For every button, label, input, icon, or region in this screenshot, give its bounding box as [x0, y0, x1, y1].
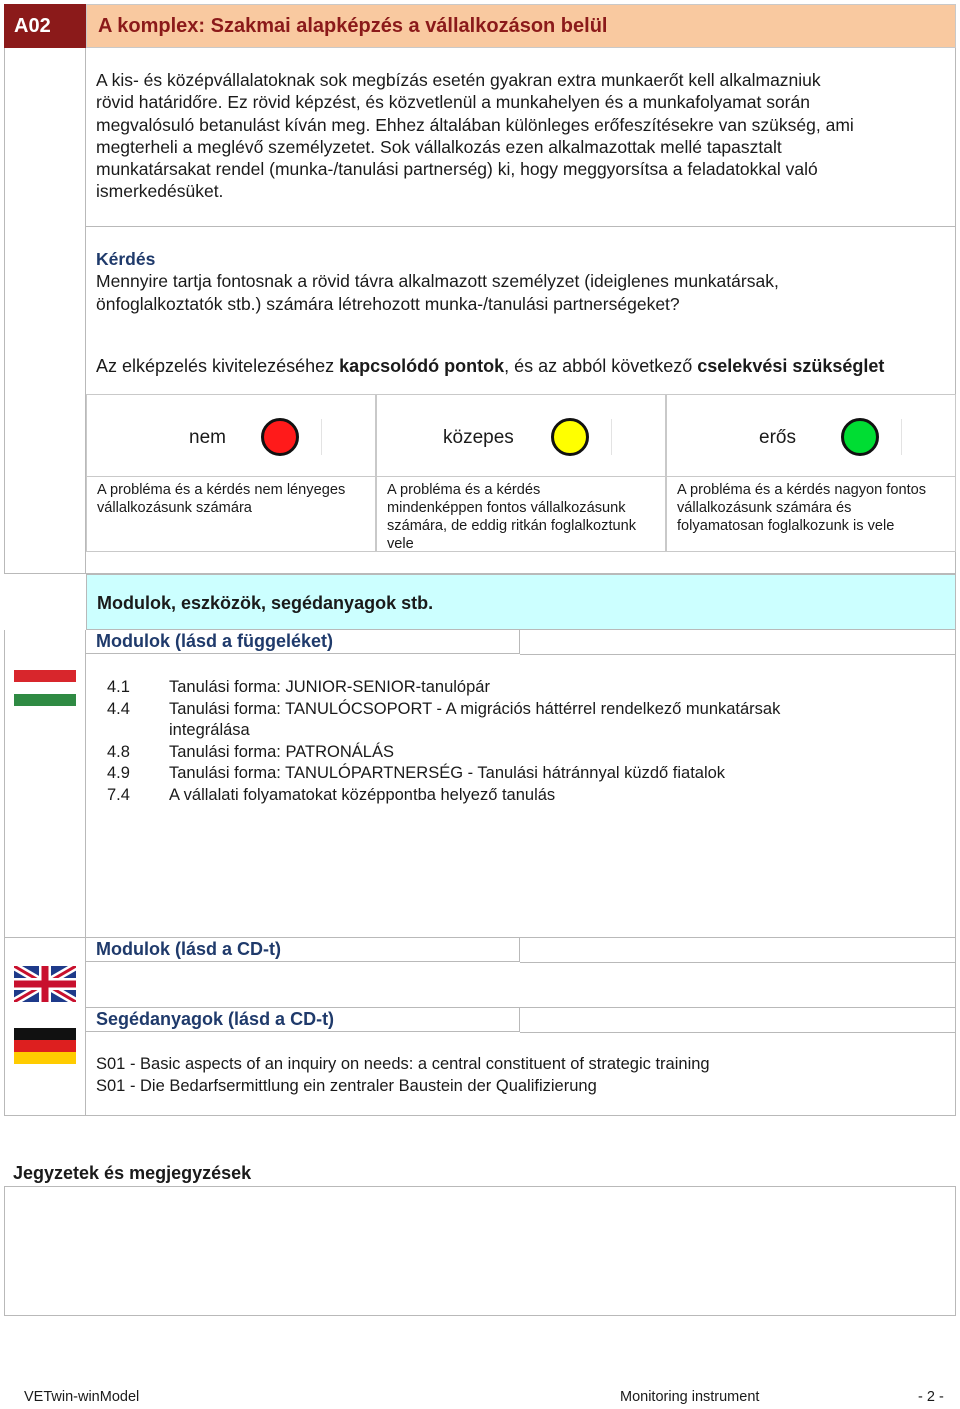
desc-line: vállalkozásunk számára: [97, 500, 252, 516]
modules-hu-title: Modulok (lásd a függeléket): [96, 631, 334, 651]
question-block: [96, 248, 956, 315]
item-text: Tanulási forma: TANULÓPARTNERSÉG - Tanulási hátránnyal küzdő fiatalok: [169, 764, 726, 782]
list-item[interactable]: [107, 677, 927, 699]
list-item[interactable]: S01 - Basic aspects of an inquiry on needs: a central constituent of strategic training: [96, 1055, 710, 1073]
rating-description: [387, 481, 657, 553]
connection-text: , és az abból következő: [504, 356, 698, 376]
connection-points: kapcsolódó pontok: [339, 356, 505, 376]
intro-line: megterheli a meglévő személyzetet. Sok vállalkozás ezen alkalmazottak mellé tapasztalt: [96, 136, 782, 157]
modules-cd-title: Modulok (lásd a CD-t): [96, 939, 281, 959]
rating-description: [677, 481, 947, 535]
divider: [321, 419, 322, 455]
rating-label: közepes: [443, 427, 514, 448]
hungary-flag-icon: [14, 670, 76, 706]
list-item[interactable]: S01 - Die Bedarfsermittlung ein zentraler Baustein der Qualifizierung: [96, 1077, 597, 1095]
intro-divider: [86, 226, 956, 227]
desc-line: folyamatosan foglalkozunk is vele: [677, 518, 895, 534]
desc-line: vállalkozásunk számára és: [677, 500, 852, 516]
modules-hu-list: [107, 677, 927, 806]
intro-line: rövid határidőre. Ez rövid képzést, és közvetlenül a munkahelyen és a munkafolyamat során: [96, 92, 810, 113]
connection-text: Az elképzelés kivitelezéséhez: [96, 356, 340, 376]
modules-band-title: Modulok, eszközök, segédanyagok stb.: [97, 593, 434, 613]
uk-flag-icon: [14, 966, 76, 1002]
intro-line: munkatársakat rendel (munka-/tanulási partnerség) ki, hogy meggyorsítsa a feladatokkal való: [96, 159, 818, 180]
connection-heading: [96, 355, 956, 377]
divider: [901, 419, 902, 455]
rating-option-nem[interactable]: [86, 394, 376, 552]
materials-cd-gap: [520, 1032, 956, 1033]
intro-text: [96, 69, 956, 203]
list-item[interactable]: [107, 742, 927, 764]
item-number: 7.4: [107, 785, 130, 804]
red-light-icon: [261, 418, 299, 456]
footer-left: VETwin-winModel: [24, 1389, 140, 1405]
yellow-light-icon: [551, 418, 589, 456]
desc-line: számára, de eddig ritkán foglalkoztunk: [387, 518, 637, 534]
materials-cd-title: Segédanyagok (lásd a CD-t): [96, 1009, 335, 1029]
item-line: Tanulási forma: TANULÓCSOPORT - A migrációs háttérrel rendelkező munkatársak: [169, 699, 781, 718]
question-label: Kérdés: [96, 249, 156, 269]
question-line: önfoglalkoztatók stb.) számára létrehozott munka-/tanulási partnerségeket?: [96, 293, 680, 314]
item-number: 4.4: [107, 699, 130, 718]
materials-cd-title-bar: [86, 1008, 520, 1032]
desc-line: A probléma és a kérdés nagyon fontos: [677, 482, 927, 498]
list-item[interactable]: [107, 699, 927, 742]
item-number: 4.1: [107, 678, 130, 696]
page-title: A komplex: Szakmai alapképzés a vállalkozáson belül: [86, 4, 956, 48]
germany-flag-icon: [14, 1028, 76, 1064]
modules-cd-title-bar: [86, 938, 520, 962]
modules-cd-gap: [520, 962, 956, 963]
item-line: integrálása: [169, 721, 250, 739]
rating-description: [97, 481, 367, 517]
modules-hu-title-bar: [86, 630, 520, 654]
cd-gutter: [4, 938, 86, 1116]
item-number: 4.8: [107, 742, 130, 761]
rating-label: erős: [759, 427, 796, 448]
desc-line: vele: [387, 536, 414, 552]
modules-band: [86, 574, 956, 630]
rating-option-kozepes[interactable]: [376, 394, 666, 552]
list-item[interactable]: [107, 785, 927, 807]
page-number: - 2 -: [918, 1389, 944, 1405]
item-text: Tanulási forma: PATRONÁLÁS: [169, 742, 394, 761]
intro-line: ismerkedésüket.: [96, 181, 224, 202]
rating-label: nem: [189, 427, 226, 448]
ratings-top-divider: [86, 476, 956, 477]
question-line: Mennyire tartja fontosnak a rövid távra alkalmazott személyzet (ideiglenes munkatársak,: [96, 271, 779, 292]
green-light-icon: [841, 418, 879, 456]
action-need: cselekvési szükséglet: [697, 356, 885, 376]
desc-line: A probléma és a kérdés nem lényeges: [97, 482, 346, 498]
item-text: [169, 699, 780, 742]
item-text: Tanulási forma: JUNIOR-SENIOR-tanulópár: [169, 678, 490, 696]
rating-option-eros[interactable]: [666, 394, 956, 552]
materials-cd-list: [96, 1053, 946, 1097]
intro-line: A kis- és középvállalatoknak sok megbízás esetén gyakran extra munkaerőt kell alkalmazniuk: [96, 70, 821, 90]
desc-line: mindenképpen fontos vállalkozásunk: [387, 500, 626, 516]
content-left-gutter: [4, 48, 86, 574]
item-text: A vállalati folyamatokat középpontba helyező tanulás: [169, 785, 556, 804]
divider: [611, 419, 612, 455]
notes-box[interactable]: [4, 1186, 956, 1316]
item-number: 4.9: [107, 764, 130, 782]
modules-hu-title-gap: [520, 654, 956, 655]
intro-line: megvalósuló betanulást kíván meg. Ehhez általában különleges erőfeszítésekre van szükség, ami: [96, 114, 854, 135]
list-item[interactable]: [107, 763, 927, 785]
desc-line: A probléma és a kérdés: [387, 482, 541, 498]
footer-center: Monitoring instrument: [620, 1389, 760, 1405]
notes-title: Jegyzetek és megjegyzések: [13, 1163, 252, 1183]
module-code: A02: [4, 4, 86, 48]
